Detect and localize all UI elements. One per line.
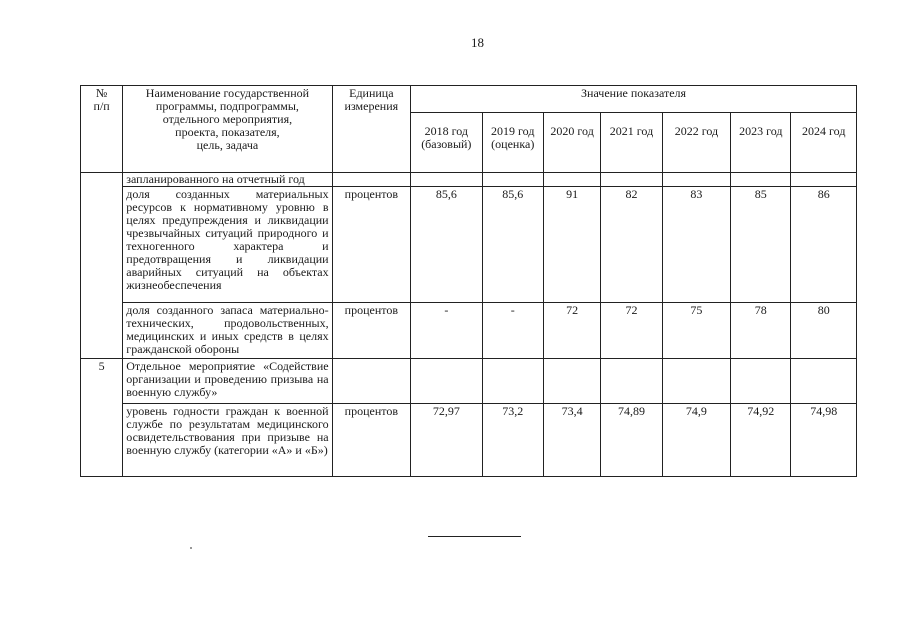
activity-name: Отдельное мероприятие «Содействие организации и проведению призыва на военную службу»	[123, 359, 332, 404]
value-2021: 72	[601, 303, 662, 359]
value-2022	[662, 359, 730, 404]
value-2018: 85,6	[411, 187, 482, 303]
value-2024: 74,98	[791, 404, 857, 477]
value-2022: 75	[662, 303, 730, 359]
value-2023	[731, 359, 791, 404]
cell-empty	[791, 173, 857, 187]
table-row	[81, 303, 857, 359]
table-row	[81, 404, 857, 477]
value-2019	[482, 359, 543, 404]
value-2019: -	[482, 303, 543, 359]
header-year-2020: 2020 год	[543, 113, 600, 173]
value-2023: 78	[731, 303, 791, 359]
indicators-table	[80, 85, 857, 477]
value-2024	[791, 359, 857, 404]
continuation-text: запланированного на отчетный год	[123, 173, 332, 187]
value-2021	[601, 359, 662, 404]
value-2019: 85,6	[482, 187, 543, 303]
cell-empty	[543, 173, 600, 187]
value-2020: 72	[543, 303, 600, 359]
cell-empty	[411, 173, 482, 187]
header-year-2018: 2018 год (базовый)	[411, 113, 482, 173]
header-year-2022: 2022 год	[662, 113, 730, 173]
header-indicator-value: Значение показателя	[411, 86, 857, 113]
separator-line	[428, 536, 521, 537]
page-number: 18	[471, 35, 484, 50]
value-2020: 73,4	[543, 404, 600, 477]
value-2019: 73,2	[482, 404, 543, 477]
value-2022: 74,9	[662, 404, 730, 477]
indicator-unit	[332, 359, 411, 404]
value-2024: 86	[791, 187, 857, 303]
indicator-name: уровень годности граждан к военной службе по результатам медицинского освидетельствования при призыве на военную службу (категории «А» и «Б»)	[123, 404, 332, 477]
value-2018: 72,97	[411, 404, 482, 477]
row-number	[81, 173, 123, 359]
cell-empty	[731, 173, 791, 187]
cell-empty	[662, 173, 730, 187]
header-year-2019: 2019 год (оценка)	[482, 113, 543, 173]
header-number: № п/п	[81, 86, 123, 173]
value-2018: -	[411, 303, 482, 359]
cell-empty	[482, 173, 543, 187]
indicator-unit: процентов	[332, 404, 411, 477]
indicator-unit: процентов	[332, 187, 411, 303]
indicator-name: доля созданных материальных ресурсов к нормативному уровню в целях предупреждения и ликвидации чрезвычайных ситуаций природного и техногенного характера и предотвращения и ликвидации аварийных ситуаций на объектах жизнеобеспечения	[123, 187, 332, 303]
indicator-name: доля созданного запаса материально-технических, продовольственных, медицинских и иных средств в целях гражданской обороны	[123, 303, 332, 359]
header-unit: Единица измерения	[332, 86, 411, 173]
cell-empty	[601, 173, 662, 187]
header-year-2024: 2024 год	[791, 113, 857, 173]
table-row	[81, 187, 857, 303]
header-year-2021: 2021 год	[601, 113, 662, 173]
row-number: 5	[81, 359, 123, 477]
value-2023: 74,92	[731, 404, 791, 477]
value-2021: 82	[601, 187, 662, 303]
cell-empty	[332, 173, 411, 187]
value-2021: 74,89	[601, 404, 662, 477]
value-2024: 80	[791, 303, 857, 359]
value-2018	[411, 359, 482, 404]
value-2020: 91	[543, 187, 600, 303]
scan-speck	[190, 547, 192, 549]
indicator-unit: процентов	[332, 303, 411, 359]
value-2020	[543, 359, 600, 404]
table-row	[81, 359, 857, 404]
header-name: Наименование государственной программы, подпрограммы, отдельного мероприятия, проекта, показателя, цель, задача	[123, 86, 332, 173]
value-2023: 85	[731, 187, 791, 303]
value-2022: 83	[662, 187, 730, 303]
header-year-2023: 2023 год	[731, 113, 791, 173]
